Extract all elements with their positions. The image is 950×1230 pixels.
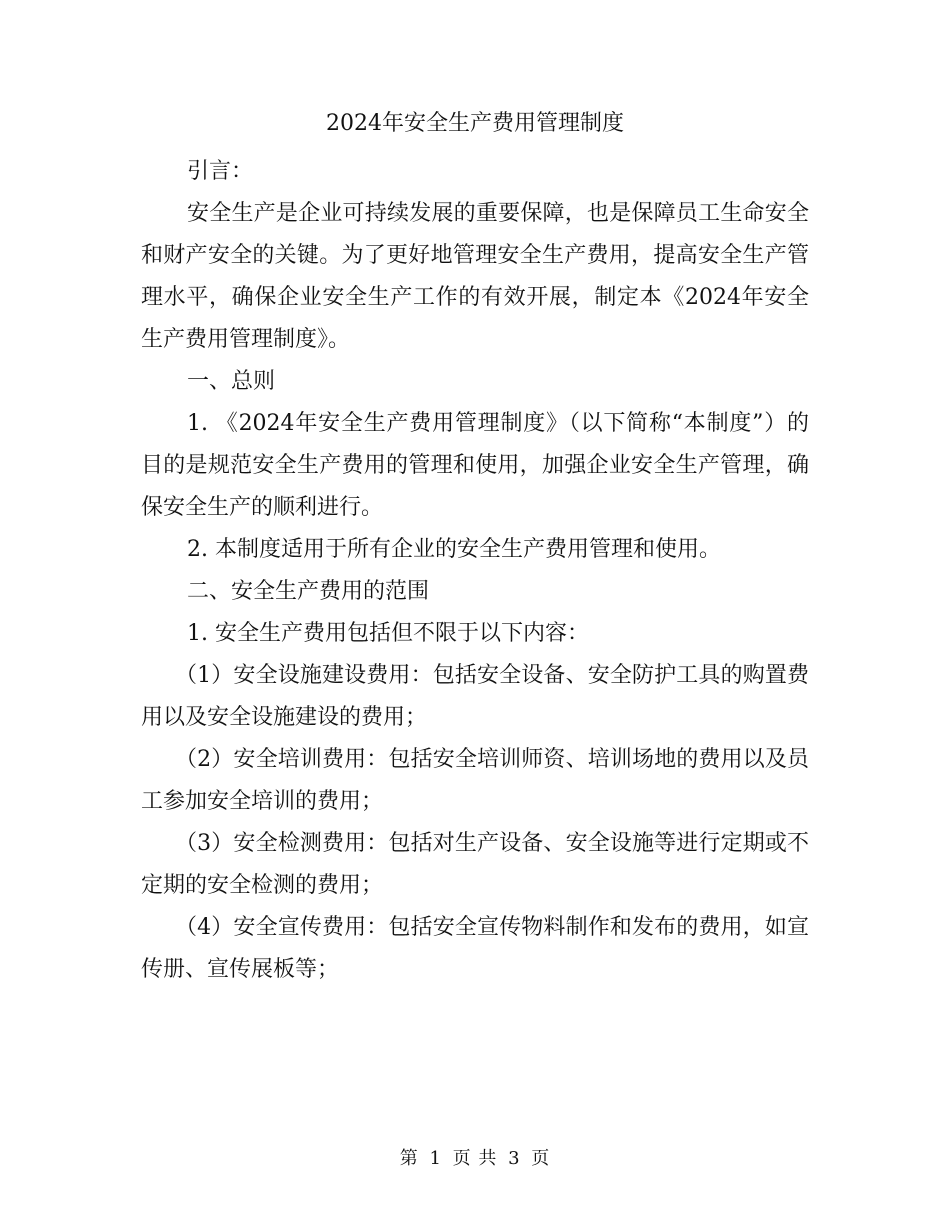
- document-body: [141, 151, 809, 991]
- section-heading-general: 一、总则: [187, 369, 276, 394]
- paragraph-general-2: 2. 本制度适用于所有企业的安全生产费用管理和使用。: [187, 537, 721, 562]
- footer-page-number: 1: [429, 1148, 442, 1169]
- footer-total-pages: 3: [508, 1148, 521, 1169]
- list-item-inspection: （3）安全检测费用：包括对生产设备、安全设施等进行定期或不定期的安全检测的费用；: [141, 831, 809, 898]
- paragraph-intro-label: 引言：: [187, 159, 254, 184]
- section-heading-scope: 二、安全生产费用的范围: [187, 579, 430, 604]
- footer-suffix: 页: [531, 1148, 551, 1169]
- footer-prefix: 第: [399, 1148, 419, 1169]
- document-title: 2024年安全生产费用管理制度: [326, 111, 624, 136]
- paragraph-intro-text: 安全生产是企业可持续发展的重要保障，也是保障员工生命安全和财产安全的关键。为了更好地管理安全生产费用，提高安全生产管理水平，确保企业安全生产工作的有效开展，制定本《2024年安全生产费用管理制度》。: [141, 201, 809, 352]
- footer-middle: 页 共: [452, 1148, 498, 1169]
- list-item-training: （2）安全培训费用：包括安全培训师资、培训场地的费用以及员工参加安全培训的费用；: [141, 747, 809, 814]
- paragraph-scope-1: 1. 安全生产费用包括但不限于以下内容：: [187, 621, 589, 646]
- list-item-facilities: （1）安全设施建设费用：包括安全设备、安全防护工具的购置费用以及安全设施建设的费用；: [141, 663, 809, 730]
- paragraph-general-1: 1. 《2024年安全生产费用管理制度》（以下简称“本制度”）的目的是规范安全生产费用的管理和使用，加强企业安全生产管理，确保安全生产的顺利进行。: [141, 411, 809, 520]
- page-footer: [0, 1146, 950, 1172]
- list-item-publicity: （4）安全宣传费用：包括安全宣传物料制作和发布的费用，如宣传册、宣传展板等；: [141, 915, 809, 982]
